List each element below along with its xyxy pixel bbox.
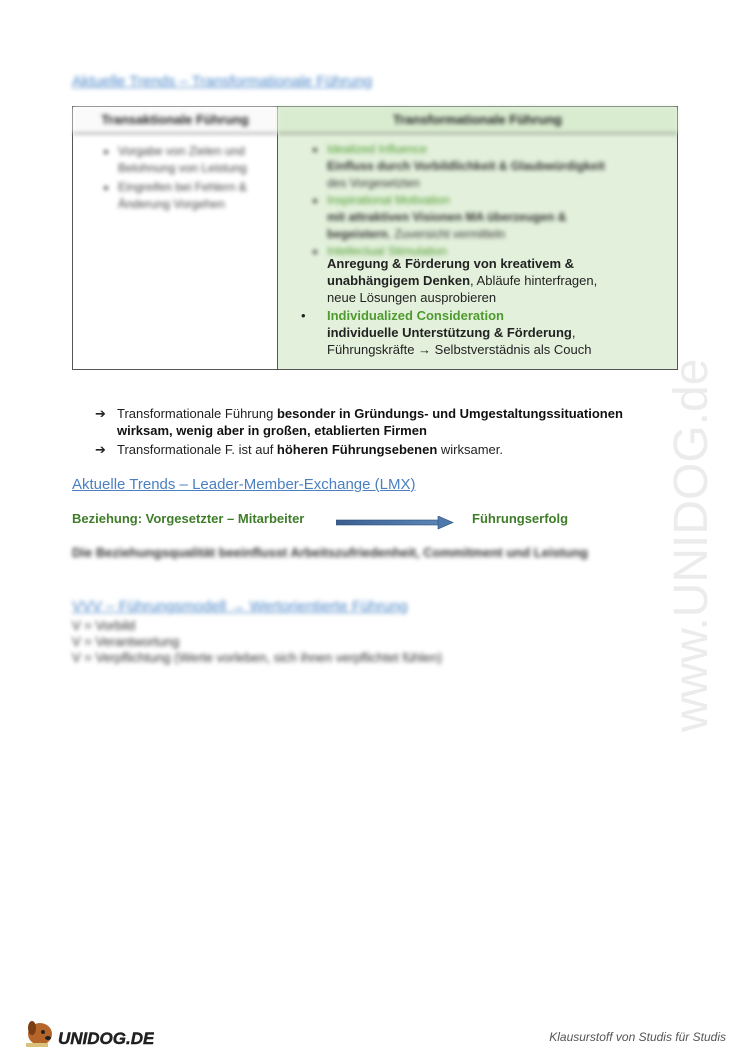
relation-label: Beziehung: Vorgesetzter – Mitarbeiter <box>72 511 305 526</box>
svg-text:www.UNIDOG.de: www.UNIDOG.de <box>665 358 718 732</box>
section-heading-lmx: Aktuelle Trends – Leader-Member-Exchange (LMX) <box>72 476 416 493</box>
arrow-right-icon: ➔ <box>95 442 106 457</box>
bullet-dot: • <box>301 308 306 323</box>
section-heading-vvv: VVV – Führungsmodell → Wertorientierte Führung <box>72 598 408 615</box>
list-item: • Intellectual Stimulation <box>327 243 730 260</box>
individualized-title: Individualized Consideration <box>327 308 504 323</box>
vvv-line: V = Verpflichtung (Werte vorleben, sich ihnen verpflichtet fühlen) <box>72 650 443 665</box>
vvv-line: V = Verantwortung <box>72 634 180 649</box>
watermark <box>612 270 742 740</box>
arrow-right-icon: ➔ <box>95 406 106 421</box>
transactional-items <box>72 133 277 213</box>
footer-tagline: Klausurstoff von Studis für Studis <box>549 1030 726 1044</box>
desc-line-3: neue Lösungen ausprobieren <box>327 290 497 305</box>
list-item: • Idealized Influence Einfluss durch Vorbildlichkeit & Glaubwürdigkeit des Vorgesetzten <box>327 141 730 192</box>
vvv-line: V = Vorbild <box>72 618 136 633</box>
list-item: • Vorgabe von Zielen und Belohnung von Leistung <box>118 143 263 177</box>
individualized-line-2: Führungskräfte → Selbstverstädnis als Couch <box>327 342 592 357</box>
relation-arrow-icon <box>336 516 454 530</box>
section-heading-transformational: Aktuelle Trends – Transformationale Führung <box>72 73 373 90</box>
table-header-transactional: Transaktionale Führung <box>73 107 277 134</box>
transformational-items-blurred <box>277 133 750 265</box>
individualized-line-1: individuelle Unterstützung & Förderung, <box>327 325 576 340</box>
conclusion-item: ➔ Transformationale F. ist auf höheren Führungsebenen wirksamer. <box>95 442 503 457</box>
list-item: • Eingreifen bei Fehlern & Änderung Vorgehen <box>118 179 263 213</box>
lmx-summary: Die Beziehungsqualität beeinflusst Arbeitszufriedenheit, Commitment und Leistung <box>72 545 588 560</box>
outcome-label: Führungserfolg <box>472 511 569 526</box>
desc-line-1: Anregung & Förderung von kreativem & <box>327 256 575 271</box>
desc-line-2: unabhängigem Denken, Abläufe hinterfragen, <box>327 273 598 288</box>
table-header-transformational: Transformationale Führung <box>278 107 677 134</box>
conclusion-item: ➔ Transformationale Führung besonder in Gründungs- und Umgestaltungssituationen wirksam, wenig aber in großen, etablierten Firmen <box>95 406 623 438</box>
svg-text:UNIDOG.DE: UNIDOG.DE <box>58 1029 154 1048</box>
list-item: • Inspirational Motivation mit attraktiven Visionen MA überzeugen & begeistern, Zuversicht vermitteln <box>327 192 730 243</box>
conclusion-list <box>95 405 695 458</box>
unidog-logo <box>24 1010 154 1050</box>
